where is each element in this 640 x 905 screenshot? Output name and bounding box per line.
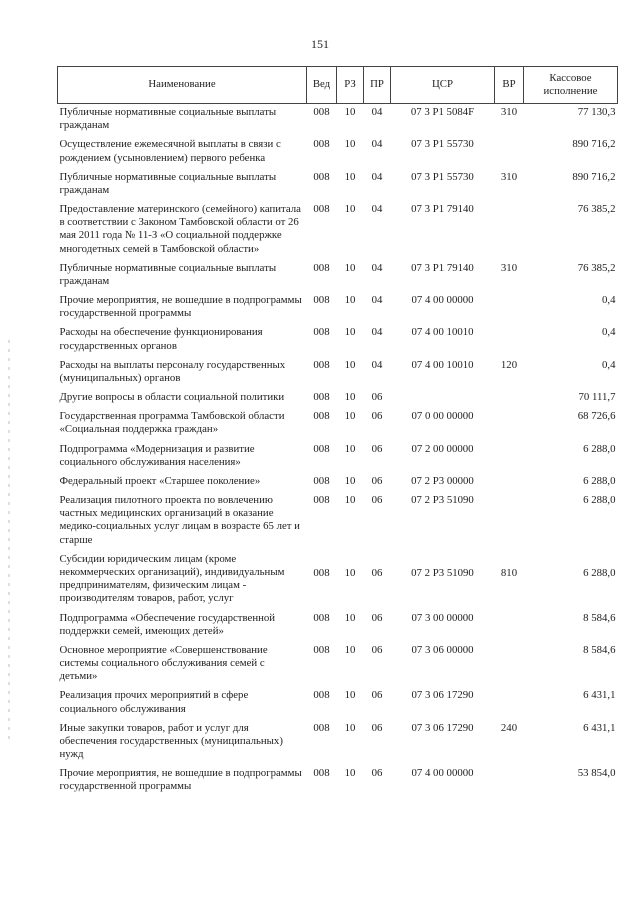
cell-name: Прочие мероприятия, не вошедшие в подпрограммы государственной программы xyxy=(59,294,302,320)
cell-ved: 008 xyxy=(313,494,330,507)
cell-vr xyxy=(495,408,524,440)
cell-rz: 10 xyxy=(344,358,356,371)
cell-rz: 10 xyxy=(344,410,356,423)
cell-name: Предоставление материнского (семейного) капитала в соответствии с Законом Тамбовской области от 26 мая 2011 года № 11-З «О социальной поддержке многодетных семей в Тамбовской области» xyxy=(59,203,301,255)
cell-pr: 06 xyxy=(371,494,383,507)
table-row xyxy=(58,104,618,137)
cell-rz: 10 xyxy=(344,474,356,487)
cell-amount: 890 716,2 xyxy=(572,170,616,183)
cell-pr: 04 xyxy=(371,203,383,216)
cell-pr: 06 xyxy=(371,611,383,624)
cell-csr: 07 3 P1 5084F xyxy=(410,106,475,118)
cell-name: Субсидии юридическим лицам (кроме некоммерческих организаций), индивидуальным предпринимателям, физическим лицам - производителям товаров, работ, услуг xyxy=(59,552,285,605)
cell-vr xyxy=(495,610,524,642)
cell-csr: 07 2 P3 00000 xyxy=(411,474,474,487)
cell-pr: 04 xyxy=(371,261,383,274)
cell-ved: 008 xyxy=(313,721,330,734)
cell-csr: 07 3 P1 55730 xyxy=(411,138,474,151)
budget-execution-table xyxy=(57,66,618,798)
header-pr: ПР xyxy=(364,67,391,104)
cell-pr: 06 xyxy=(371,721,383,734)
cell-amount: 70 111,7 xyxy=(578,391,616,404)
table-row xyxy=(58,260,618,292)
table-row xyxy=(58,765,618,797)
cell-rz: 10 xyxy=(344,494,356,507)
cell-name: Осуществление ежемесячной выплаты в связи с рождением (усыновлением) первого ребенка xyxy=(59,138,281,164)
table-row xyxy=(58,201,618,260)
cell-csr: 07 3 06 17290 xyxy=(411,689,474,702)
cell-ved: 008 xyxy=(313,474,330,487)
cell-amount: 68 726,6 xyxy=(577,410,616,423)
cell-vr: 810 xyxy=(500,566,518,579)
scan-margin-artifact xyxy=(8,340,10,740)
cell-csr: 07 3 P1 79140 xyxy=(411,203,474,216)
cell-ved: 008 xyxy=(313,358,330,371)
cell-vr xyxy=(495,765,524,797)
cell-vr xyxy=(495,642,524,688)
cell-rz: 10 xyxy=(344,106,356,118)
cell-amount: 6 288,0 xyxy=(583,566,616,579)
cell-ved: 008 xyxy=(313,391,330,404)
table-row xyxy=(58,687,618,719)
cell-rz: 10 xyxy=(344,203,356,216)
cell-amount: 0,4 xyxy=(602,294,616,307)
cell-amount: 890 716,2 xyxy=(572,138,616,151)
cell-csr: 07 2 P3 51090 xyxy=(411,566,474,579)
cell-csr: 07 3 06 00000 xyxy=(411,643,474,656)
cell-name: Иные закупки товаров, работ и услуг для обеспечения государственных (муниципальных) нужд xyxy=(59,721,283,761)
cell-vr xyxy=(495,201,524,260)
cell-csr: 07 3 00 00000 xyxy=(411,611,474,624)
cell-name: Реализация пилотного проекта по вовлечению частных медицинских организаций в оказание медико-социальных услуг лицам в возрасте 65 лет и старше xyxy=(59,494,300,546)
cell-amount: 6 288,0 xyxy=(583,474,616,487)
cell-amount: 6 288,0 xyxy=(583,494,616,507)
cell-name: Расходы на обеспечение функционирования государственных органов xyxy=(59,326,263,352)
cell-csr: 07 3 P1 55730 xyxy=(411,170,474,183)
cell-name: Подпрограмма «Обеспечение государственной поддержки семей, имеющих детей» xyxy=(59,611,276,637)
table-row xyxy=(58,473,618,492)
cell-ved: 008 xyxy=(313,261,330,274)
cell-vr: 310 xyxy=(500,170,518,183)
cell-name: Государственная программа Тамбовской области «Социальная поддержка граждан» xyxy=(59,410,285,436)
cell-pr: 04 xyxy=(371,106,383,118)
cell-pr: 04 xyxy=(371,294,383,307)
cell-ved: 008 xyxy=(313,689,330,702)
cell-rz: 10 xyxy=(344,294,356,307)
cell-name: Публичные нормативные социальные выплаты гражданам xyxy=(59,170,277,196)
cell-name: Основное мероприятие «Совершенствование системы социального обслуживания семей с детьми» xyxy=(59,643,268,683)
cell-vr xyxy=(495,473,524,492)
cell-vr xyxy=(495,136,524,168)
table-row xyxy=(58,492,618,551)
cell-vr xyxy=(495,492,524,551)
table-row xyxy=(58,169,618,201)
header-vr: ВР xyxy=(495,67,524,104)
table-row xyxy=(58,389,618,408)
cell-csr: 07 3 06 17290 xyxy=(411,721,474,734)
header-csr: ЦСР xyxy=(391,67,495,104)
cell-name: Расходы на выплаты персоналу государственных (муниципальных) органов xyxy=(59,358,286,384)
table-row xyxy=(58,441,618,473)
cell-ved: 008 xyxy=(313,611,330,624)
table-row xyxy=(58,720,618,766)
header-name: Наименование xyxy=(58,67,307,104)
cell-amount: 76 385,2 xyxy=(577,203,616,216)
cell-pr: 06 xyxy=(371,643,383,656)
cell-ved: 008 xyxy=(313,442,330,455)
cell-rz: 10 xyxy=(344,261,356,274)
cell-rz: 10 xyxy=(344,170,356,183)
cell-csr: 07 4 00 00000 xyxy=(411,767,474,780)
cell-csr: 07 3 P1 79140 xyxy=(411,261,474,274)
table-body xyxy=(58,104,618,798)
cell-amount: 6 431,1 xyxy=(583,689,616,702)
cell-name: Публичные нормативные социальные выплаты гражданам xyxy=(59,261,277,287)
cell-vr xyxy=(495,292,524,324)
cell-rz: 10 xyxy=(344,326,356,339)
table-row xyxy=(58,324,618,356)
cell-pr: 06 xyxy=(371,767,383,780)
cell-csr: 07 2 P3 51090 xyxy=(411,494,474,507)
cell-amount: 8 584,6 xyxy=(583,643,616,656)
cell-amount: 76 385,2 xyxy=(577,261,616,274)
cell-vr xyxy=(495,441,524,473)
table-row xyxy=(58,136,618,168)
header-rz: РЗ xyxy=(337,67,364,104)
cell-name: Прочие мероприятия, не вошедшие в подпрограммы государственной программы xyxy=(59,767,302,793)
cell-vr xyxy=(495,687,524,719)
cell-pr: 06 xyxy=(371,410,383,423)
cell-ved: 008 xyxy=(313,138,330,151)
cell-pr: 06 xyxy=(371,391,383,404)
cell-ved: 008 xyxy=(313,294,330,307)
cell-ved: 008 xyxy=(313,203,330,216)
cell-rz: 10 xyxy=(344,689,356,702)
cell-csr: 07 4 00 10010 xyxy=(411,358,474,371)
cell-pr: 04 xyxy=(371,326,383,339)
cell-ved: 008 xyxy=(313,326,330,339)
cell-csr: 07 0 00 00000 xyxy=(411,410,474,423)
cell-ved: 008 xyxy=(313,643,330,656)
cell-name: Другие вопросы в области социальной политики xyxy=(59,391,285,404)
cell-rz: 10 xyxy=(344,643,356,656)
page-number: 151 xyxy=(311,37,329,51)
cell-csr: 07 2 00 00000 xyxy=(411,442,474,455)
cell-ved: 008 xyxy=(313,767,330,780)
cell-pr: 04 xyxy=(371,138,383,151)
cell-amount: 6 288,0 xyxy=(583,442,616,455)
cell-rz: 10 xyxy=(344,442,356,455)
cell-pr: 06 xyxy=(371,566,383,579)
cell-vr xyxy=(495,324,524,356)
cell-pr: 06 xyxy=(371,689,383,702)
table-header-row xyxy=(58,67,618,104)
cell-amount: 8 584,6 xyxy=(583,611,616,624)
cell-rz: 10 xyxy=(344,391,356,404)
table-row xyxy=(58,551,618,610)
cell-pr: 06 xyxy=(371,474,383,487)
cell-csr: 07 4 00 00000 xyxy=(411,294,474,307)
cell-vr: 120 xyxy=(500,358,518,371)
cell-amount: 77 130,3 xyxy=(577,106,616,118)
cell-name: Подпрограмма «Модернизация и развитие социального обслуживания населения» xyxy=(59,442,255,468)
cell-amount: 6 431,1 xyxy=(583,721,616,734)
cell-csr xyxy=(391,389,495,408)
cell-vr: 310 xyxy=(500,106,518,118)
cell-vr xyxy=(495,389,524,408)
cell-rz: 10 xyxy=(344,566,356,579)
header-ved: Вед xyxy=(307,67,337,104)
cell-name: Публичные нормативные социальные выплаты гражданам xyxy=(59,106,277,132)
table-row xyxy=(58,292,618,324)
cell-amount: 53 854,0 xyxy=(577,767,616,780)
cell-ved: 008 xyxy=(313,410,330,423)
cell-name: Реализация прочих мероприятий в сфере социального обслуживания xyxy=(59,689,249,715)
cell-vr: 240 xyxy=(500,721,518,734)
cell-ved: 008 xyxy=(313,106,330,118)
cell-rz: 10 xyxy=(344,721,356,734)
header-amount: Кассовое исполнение xyxy=(524,67,618,104)
cell-csr: 07 4 00 10010 xyxy=(411,326,474,339)
cell-amount: 0,4 xyxy=(602,358,616,371)
cell-rz: 10 xyxy=(344,611,356,624)
cell-pr: 04 xyxy=(371,170,383,183)
table-row xyxy=(58,610,618,642)
cell-ved: 008 xyxy=(313,566,330,579)
cell-rz: 10 xyxy=(344,767,356,780)
table-row xyxy=(58,408,618,440)
cell-ved: 008 xyxy=(313,170,330,183)
cell-amount: 0,4 xyxy=(602,326,616,339)
cell-name: Федеральный проект «Старшее поколение» xyxy=(59,474,261,487)
cell-vr: 310 xyxy=(500,261,518,274)
cell-rz: 10 xyxy=(344,138,356,151)
cell-pr: 04 xyxy=(371,358,383,371)
table-row xyxy=(58,642,618,688)
table-row xyxy=(58,357,618,389)
cell-pr: 06 xyxy=(371,442,383,455)
